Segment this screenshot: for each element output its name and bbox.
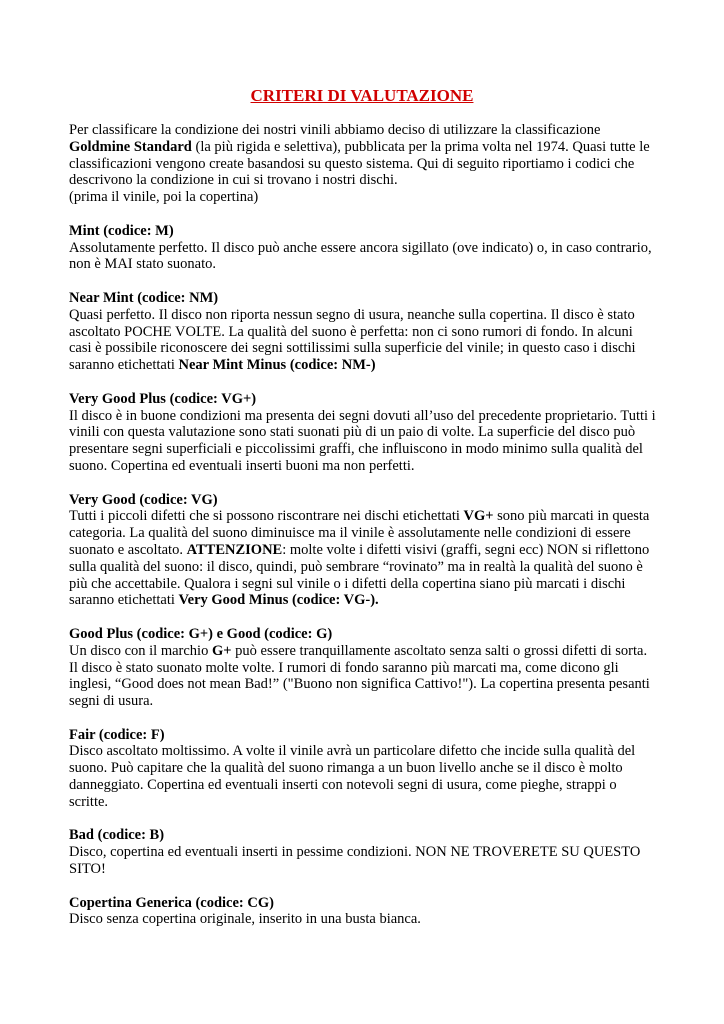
section-very-good-plus xyxy=(69,391,657,475)
section-text: Quasi perfetto. Il disco non riporta nessun segno di usura, neanche sulla copertina. Il disco è stato ascoltato POCHE VOLTE. La qualità del suono è perfetta: non ci sono rumori di fondo. In alcuni casi è possibile riconoscere dei segni sottilissimi sulla superficie del vinile; in questo caso i dischi saranno etichettati Near Mint Minus (codice: NM-) xyxy=(69,306,636,374)
section-text: Un disco con il marchio G+ può essere tranquillamente ascoltato senza salti o grossi difetti di sorta. Il disco è stato suonato molte volte. I rumori di fondo saranno più marcati ma, come dicono gli inglesi, “Good does not mean Bad!” ("Buono non significa Cattivo!"). La copertina presenta pesanti segni di usura. xyxy=(69,642,650,710)
intro-section xyxy=(69,122,657,206)
section-heading: Very Good Plus (codice: VG+) xyxy=(69,390,257,407)
section-very-good xyxy=(69,492,657,610)
section-good xyxy=(69,626,657,710)
section-fair xyxy=(69,727,657,811)
section-heading: Very Good (codice: VG) xyxy=(69,491,218,508)
section-generic-cover xyxy=(69,895,657,929)
grade-term: G+ xyxy=(211,642,232,659)
attention-term: ATTENZIONE xyxy=(186,541,283,558)
section-heading: Copertina Generica (codice: CG) xyxy=(69,894,274,911)
section-heading: Good Plus (codice: G+) e Good (codice: G) xyxy=(69,625,333,642)
intro-note: (prima il vinile, poi la copertina) xyxy=(69,189,259,206)
page-title: CRITERI DI VALUTAZIONE xyxy=(250,86,474,105)
section-text: Disco ascoltato moltissimo. A volte il vinile avrà un particolare difetto che incide sulla qualità del suono. Può capitare che la qualità del suono rimanga a un buon livello anche se il disco è molto danneggiato. Copertina ed eventuali inserti con notevoli segni di usura, come pieghe, strappi o scritte. xyxy=(69,743,636,810)
goldmine-standard-term: Goldmine Standard xyxy=(69,138,192,155)
section-bad xyxy=(69,827,657,877)
section-text: Tutti i piccoli difetti che si possono riscontrare nei dischi etichettati VG+ sono più marcati in questa categoria. La qualità del suono diminuisce ma il vinile è assolutamente nelle condizioni di essere suonato e ascoltato. ATTENZIONE: molte volte i difetti visivi (graffi, segni ecc) NON si riflettono sulla qualità del suono: il disco, quindi, può sembrare “rovinato” ma in realtà la qualità del suono è più che accettabile. Qualora i segni sul vinile o i difetti della copertina siano più marcati i dischi saranno etichettati Very Good Minus (codice: VG-). xyxy=(69,508,650,609)
section-mint xyxy=(69,223,657,273)
section-heading: Mint (codice: M) xyxy=(69,222,174,239)
section-heading: Near Mint (codice: NM) xyxy=(69,289,219,306)
intro-paragraph: Per classificare la condizione dei nostri vinili abbiamo deciso di utilizzare la classificazione Goldmine Standard (la più rigida e selettiva), pubblicata per la prima volta nel 1974. Quasi tutte le classificazioni vengono create basandosi su questo sistema. Qui di seguito riportiamo i codici che descrivono la condizione in cui si trovano i nostri dischi. xyxy=(69,122,650,189)
grade-term: Near Mint Minus (codice: NM-) xyxy=(178,357,376,374)
grade-term: VG+ xyxy=(463,508,494,525)
grade-term: Very Good Minus (codice: VG-). xyxy=(178,592,379,609)
section-heading: Fair (codice: F) xyxy=(69,726,165,743)
section-near-mint xyxy=(69,290,657,374)
section-text: Il disco è in buone condizioni ma presenta dei segni dovuti all’uso del precedente proprietario. Tutti i vinili con questa valutazione sono stati suonati più di un paio di volte. La superficie del disco può presentare segni superficiali e piccolissimi graffi, che influiscono in modo minimo sulla qualità del suono. Copertina ed eventuali inserti buoni ma non perfetti. xyxy=(69,407,656,474)
section-text: Disco senza copertina originale, inserito in una busta bianca. xyxy=(69,911,421,928)
section-text: Disco, copertina ed eventuali inserti in pessime condizioni. NON NE TROVERETE SU QUESTO SITO! xyxy=(69,844,641,878)
section-heading: Bad (codice: B) xyxy=(69,827,165,844)
document-body xyxy=(69,122,657,945)
section-text: Assolutamente perfetto. Il disco può anche essere ancora sigillato (ove indicato) o, in caso contrario, non è MAI stato suonato. xyxy=(69,239,652,273)
